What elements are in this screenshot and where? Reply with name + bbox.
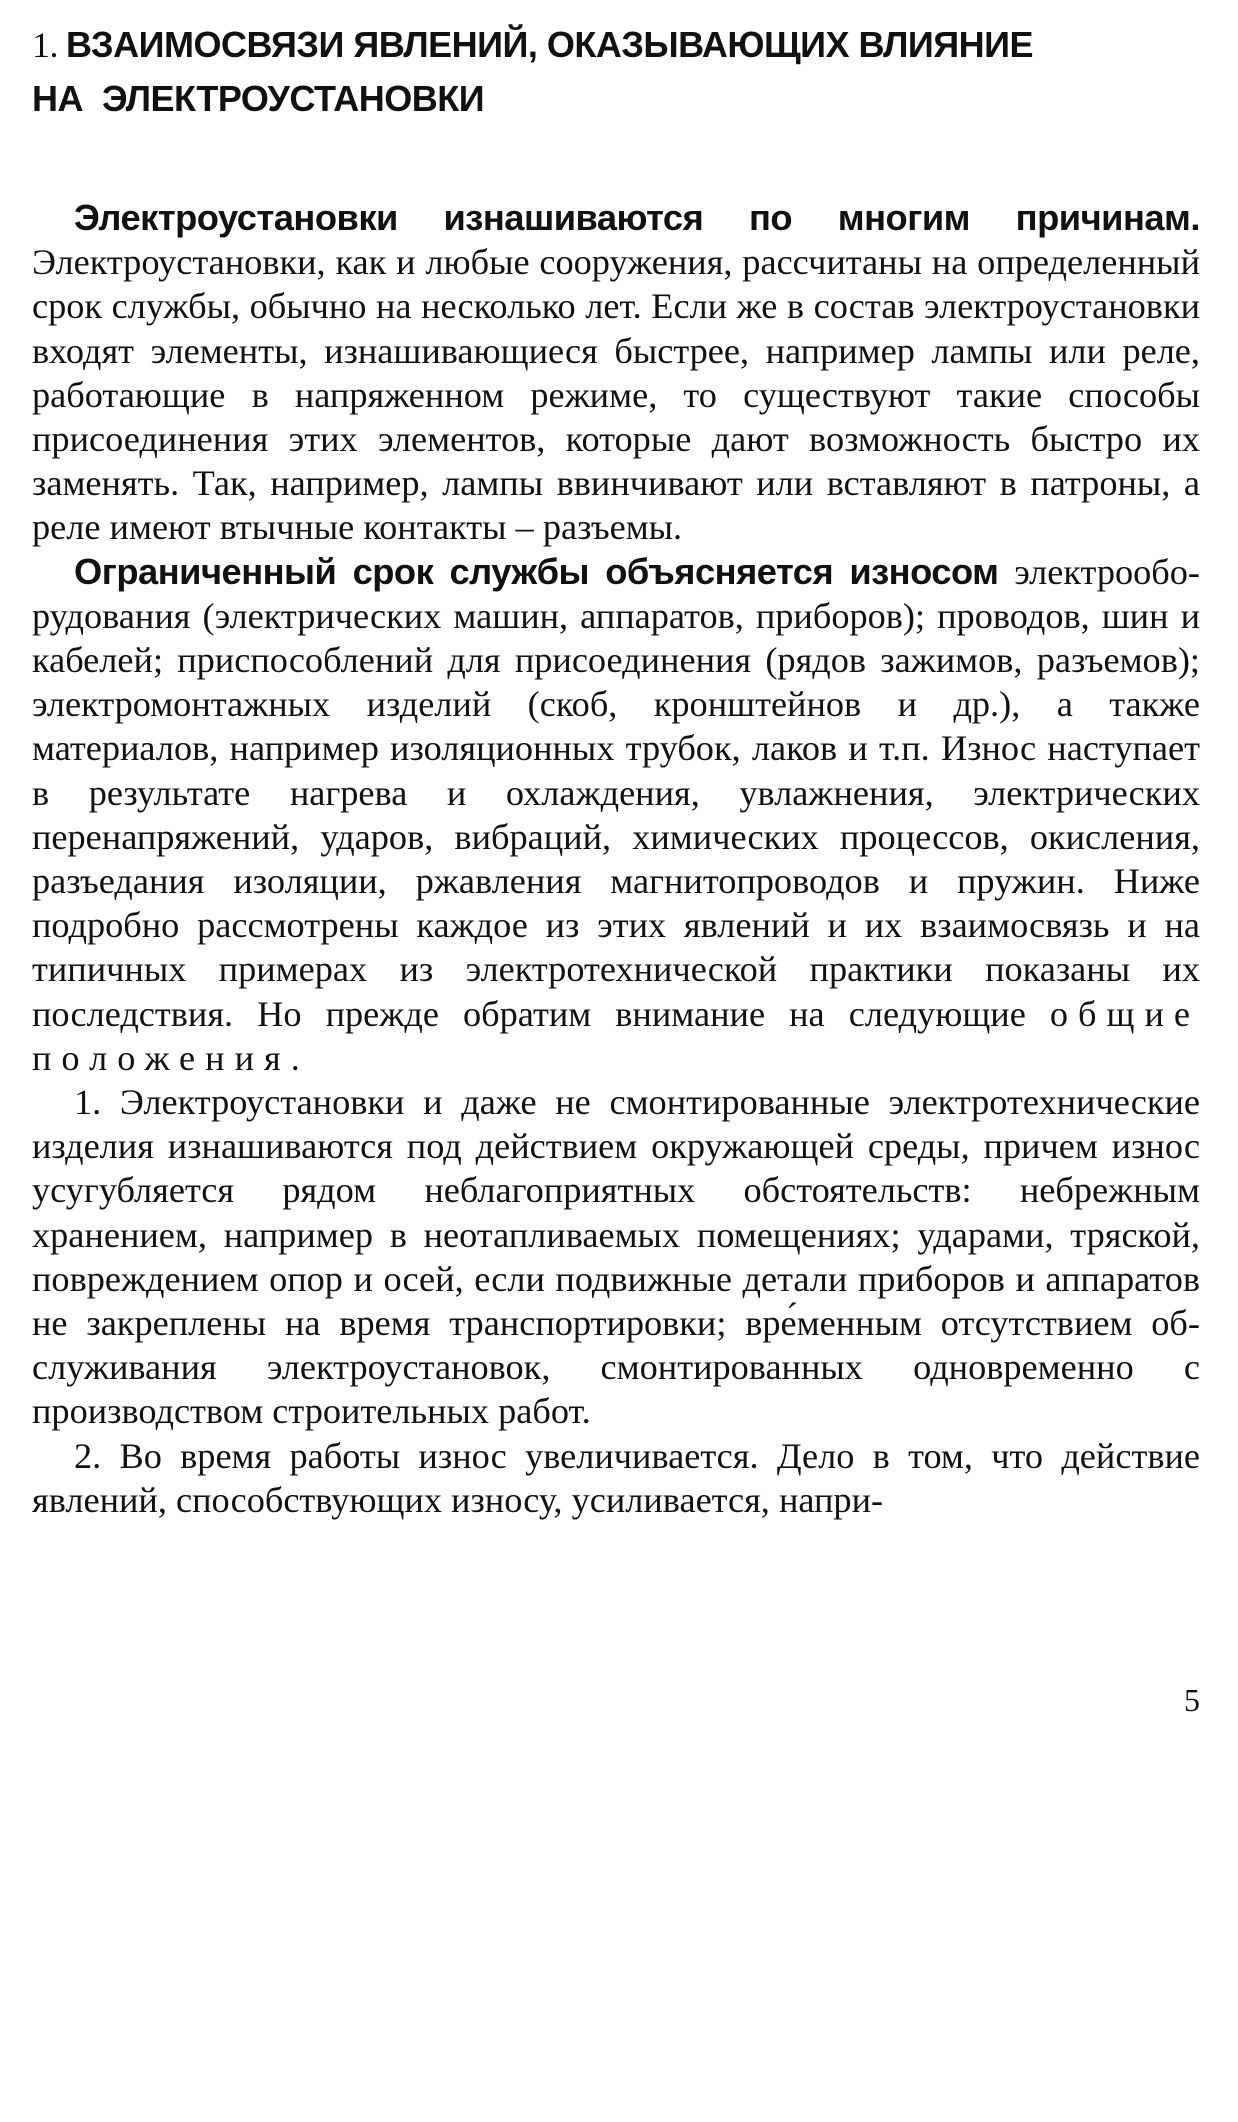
paragraph-lead: Ограниченный срок службы объясняется износом: [74, 550, 999, 592]
paragraph-text: электрооборудования (электрических машин, аппаратов, приборов); проводов, шин и кабелей; приспособлений для присоединения (рядов зажимов, разъемов); электромонтажных изделий (скоб, кронштейнов и др.), а также материалов, например изоляционных трубок, лаков и т.п. Износ наступает в результате нагрева и охлаждения, увлажнения, электрических перенапряжений, ударов, вибраций, химических процессов, окисления, разъедания изоляции, ржавления магнитопроводов и пружин. Ниже подробно рассмотрены каждое из этих явлений и их взаимосвязь и на типичных примерах из электротехнической практики показаны их последствия. Но прежде обратим внимание на следующие: [32, 551, 1201, 1034]
heading-text-1: ВЗАИМОСВЯЗИ ЯВЛЕНИЙ, ОКАЗЫВАЮЩИХ ВЛИЯНИЕ: [66, 24, 1034, 65]
paragraph-text: Электроустановки, как и любые сооружения, рассчитаны на определенный срок службы, обычно на несколько лет. Если же в состав электроустановки входят элементы, изнашивающиеся быстрее, например лампы или реле, работающие в напряженном режиме, то существуют такие способы присоединения этих элементов, которые дают возможность быстро их заменять. Так, например, лампы ввинчивают или вставляют в патроны, а реле имеют втычные контакты – разъемы.: [32, 242, 1200, 548]
page-number: 5: [1184, 1682, 1200, 1718]
spaced-emphasis: общие положения.: [32, 993, 1200, 1078]
section-heading: [32, 18, 1200, 126]
paragraph-lead: Электроустановки изнашиваются по многим причинам.: [74, 197, 1200, 238]
paragraph-3: 1. Электроустановки и даже не смонтированные электротехнические изделия изнашиваются под действием окружающей среды, причем износ усугубляется рядом неблагоприятных обстоятельств: небрежным хранением, например в неотапливаемых помещениях; ударами, тряской, повреждением опор и осей, если подвижные детали приборов и аппаратов не закреплены на время транспортировки; вре́менным отсутствием обслуживания электроустановок, смонтированных одновременно с производством строительных работ.: [32, 1082, 1200, 1432]
heading-line-2: НА ЭЛЕКТРОУСТАНОВКИ: [32, 78, 485, 119]
heading-line-1: [32, 18, 1200, 72]
section-number: 1.: [32, 25, 58, 65]
paragraph-2: [32, 550, 1200, 1080]
paragraph-4: 2. Во время работы износ увеличивается. Дело в том, что действие явлений, способствующих износу, усиливается, напри-: [32, 1435, 1200, 1520]
paragraph-1: [32, 196, 1200, 550]
body-text: [32, 196, 1200, 1522]
document-page: [32, 18, 1200, 1522]
